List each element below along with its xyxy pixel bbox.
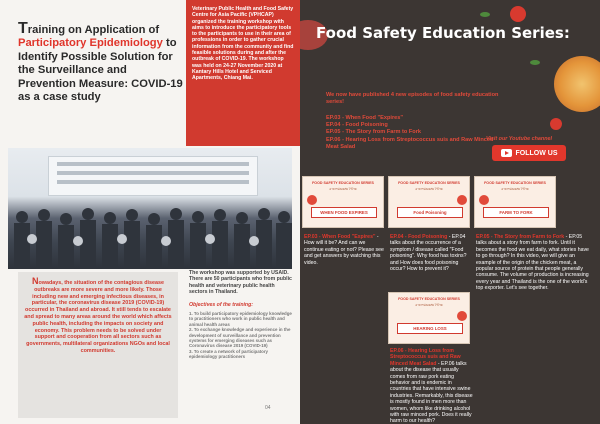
thumb-subtitle: อาหารปลอดภัย ไร้โรค	[329, 187, 357, 191]
ep04-text: - EP.04 talks about the occurrence of a symptom / disease called "Food poisoning". Why food has toxins? and How does food poisoning occur? How to prevent it?	[390, 234, 467, 273]
ep04-label: EP.04 - Food Poisoning	[390, 234, 448, 240]
group-photo	[8, 148, 292, 269]
title-part2: to Identify Possible Solution for the Surveillance and Prevention Measure: COVID-19 as a case study	[18, 37, 183, 104]
tomato-icon	[457, 311, 467, 321]
youtube-icon	[501, 149, 512, 157]
episode-item: EP.06 - Hearing Loss from Streptococcus suis and Raw Minced Meat Salad	[326, 136, 494, 150]
thumb-caption: HEARING LOSS	[397, 323, 463, 334]
ep05-description	[476, 234, 594, 292]
thumb-header: FOOD SAFETY EDUCATION SERIES	[398, 181, 460, 185]
ep04-description	[390, 234, 472, 272]
video-thumbnail-ep05[interactable]	[474, 176, 556, 228]
event-banner	[48, 156, 258, 196]
leaf-decoration	[480, 12, 490, 17]
objectives-list	[189, 311, 294, 360]
leaf-decoration	[530, 60, 540, 65]
thumb-header: FOOD SAFETY EDUCATION SERIES	[398, 297, 460, 301]
ep05-text: - EP.05 talks about a story from farm to fork. Until it becomes the food we eat daily, what stories have to go through? In this video, we will give an example of the origin of the chicken meat, a popular source of protein that people generally consume. The volume of production is increasing every year and Thailand is the one of the world's top exporter. Let's see together.	[476, 234, 589, 292]
title-highlight: Participatory Epidemiology	[18, 37, 163, 50]
ep03-text: - How will it be? And can we continue eating or not? Please see and get answers by watching this video.	[304, 234, 384, 266]
episode-item: EP.04 - Food Poisoning	[326, 122, 388, 129]
follow-us-button[interactable]	[492, 145, 566, 161]
intro-sidebar-text: Veterinary Public Health and Food Safety Centre for Asia Pacific (VPHCAP) organized the training workshop with aims to introduce the participatory tools to the participants to use in their area of professions in order to gather crucial information from the community and find feasible solutions during and after the outbreak of COVID-19. The workshop was held on 24-27 November 2020 at Kantary Hills Hotel and Serviced Apartments, Chiang Mai.	[192, 6, 294, 82]
title-dropcap: T	[18, 20, 28, 37]
title-part1: raining on Application of	[27, 24, 160, 36]
right-page	[300, 0, 600, 424]
series-intro: We now have published 4 new episodes of food safety education series!	[326, 92, 499, 105]
series-title: Food Safety Education Series:	[316, 24, 570, 42]
support-column	[189, 270, 294, 360]
objective-item: 2. To exchange knowledge and experience in the development of surveillance and prevention systems for emerging diseases such as Coronavirus disease 2019 (COVID-19)	[189, 327, 291, 349]
follow-us-label: FOLLOW US	[515, 149, 558, 157]
ep06-description	[390, 348, 474, 424]
page-number: 04	[265, 405, 271, 411]
ep06-text: - EP.06 talks about the disease that usually comes from raw pork eating behavior and is endemic in countries that have intensive swine industries. Remarkably, this disease is mostly found in men more than women, whom like drinking alcohol with raw minced pork. Does it really harm to our health?	[390, 360, 473, 424]
box-text: owadays, the situation of the contagious disease outbreaks are more severe and more likely. Those including new and emerging infectious diseases, in particular, the coronavirus disease 2019 (COVID-19) occurred in Thailand and abroad. It still tends to escalate and spread to many areas around the world which affects public health, including the impacts on society and economy. This problem needs to be solved under support and cooperation from all sectors such as governments, multilateral organizations NGOs and local communities.	[24, 280, 172, 354]
tomato-decoration	[510, 6, 526, 22]
thumb-caption: FARM TO FORK	[483, 207, 549, 218]
tomato-icon	[457, 195, 467, 205]
ep03-label: EP.03 - When Food "Expires"	[304, 234, 376, 240]
ep05-label: EP.05 - The Story from Farm to Fork	[476, 234, 565, 240]
video-thumbnail-ep04[interactable]	[388, 176, 470, 228]
video-thumbnail-ep03[interactable]	[302, 176, 384, 228]
episode-item: EP.03 - When Food "Expires"	[326, 115, 404, 121]
thumb-caption: WHEN FOOD EXPIRES	[311, 207, 377, 218]
episode-item: EP.05 - The Story from Farm to Fork	[326, 129, 422, 136]
context-box	[18, 272, 178, 418]
participants-silhouettes	[8, 199, 292, 269]
pizza-decoration	[554, 56, 600, 112]
thumb-header: FOOD SAFETY EDUCATION SERIES	[312, 181, 374, 185]
episode-list	[326, 115, 506, 151]
box-dropcap: N	[31, 276, 39, 286]
thumb-subtitle: อาหารปลอดภัย ไร้โรค	[501, 187, 529, 191]
objectives-heading: Objectives of the training:	[189, 301, 253, 308]
thumb-caption: Food Poisoning	[397, 207, 463, 218]
objective-item: 3. To create a network of participatory epidemiology practitioners	[189, 348, 268, 360]
ep03-description	[304, 234, 386, 266]
objective-item: 1. To build participatory epidemiology knowledge to practitioners who work in public health and animal health areas	[189, 311, 292, 327]
tomato-decoration	[550, 118, 562, 130]
thumb-subtitle: อาหารปลอดภัย ไร้โรค	[415, 187, 443, 191]
ep06-label: EP.06 - Hearing Loss from Streptococcus suis and Raw Minced Meat Salad	[390, 348, 461, 367]
thumb-header: FOOD SAFETY EDUCATION SERIES	[484, 181, 546, 185]
support-text: The workshop was supported by USAID. There are 50 participants who from public health and veterinary public health sectors in Thailand.	[189, 270, 292, 296]
intro-sidebar	[186, 0, 300, 146]
thumb-subtitle: อาหารปลอดภัย ไร้โรค	[415, 303, 443, 307]
video-thumbnail-ep06[interactable]	[388, 292, 470, 344]
youtube-visit-label: Visit our Youtube channel	[486, 136, 552, 142]
article-title	[18, 22, 186, 104]
tomato-icon	[307, 195, 317, 205]
tomato-icon	[479, 195, 489, 205]
